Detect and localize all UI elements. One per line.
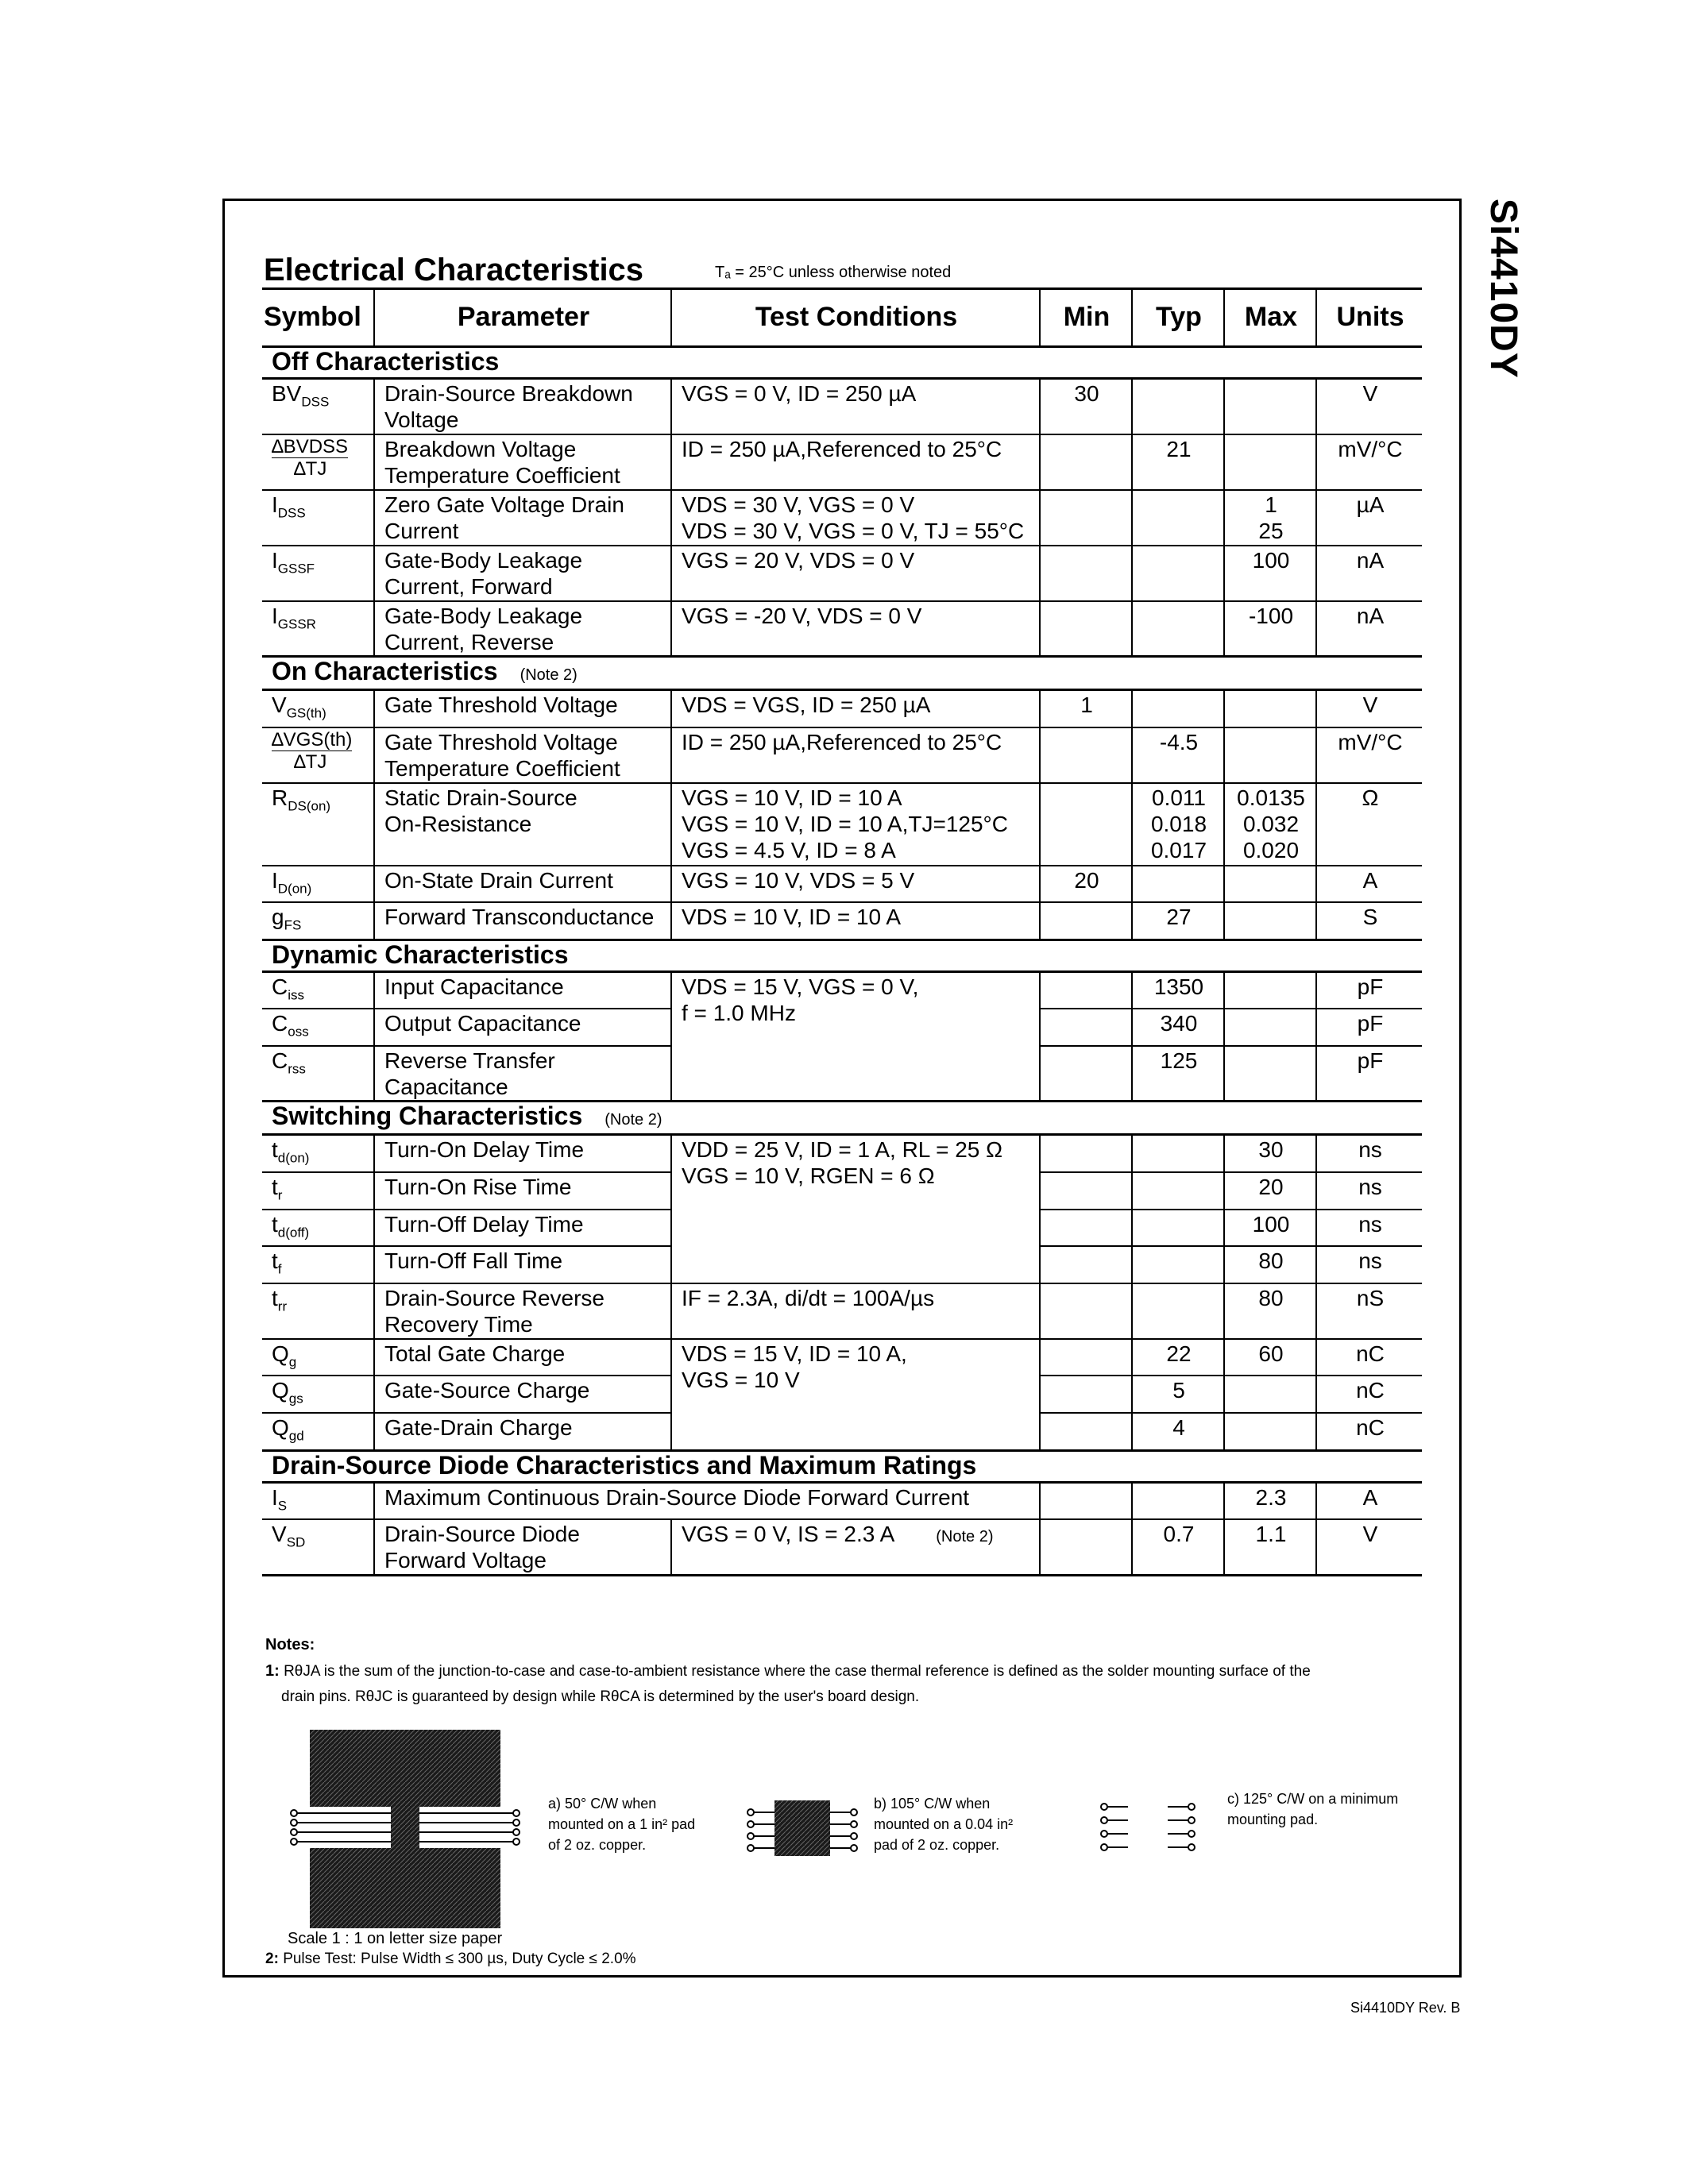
notes-block: Notes: 1: RθJA is the sum of the junction-to-case and case-to-ambient resistance where the case thermal reference is defined as the solder mounting surface of the drain pins. RθJC is guaranteed by design while RθCA is determined by the user's board design. <box>265 1636 1311 1705</box>
symbol-cell: ∆VGS(th) ∆TJ <box>262 727 374 783</box>
header-parameter: Parameter <box>374 287 671 347</box>
table-row: $C_{iss}$ Input Capacitance VDS = 15 V, VGS = 0 V, f = 1.0 MHz 1350 pF <box>262 971 1422 1009</box>
header-max: Max <box>1224 287 1316 347</box>
table-header-row <box>262 287 1422 347</box>
section-diode: Drain-Source Diode Characteristics and Maximum Ratings <box>262 1450 1422 1482</box>
pad-layout-minimum-figure <box>1096 1787 1199 1866</box>
table-row: ∆VGS(th) ∆TJ Gate Threshold Voltage Temperature Coefficient ID = 250 µA,Referenced to 25°C -4.5 mV/°C <box>262 727 1422 783</box>
pad-layout-1in2-figure <box>286 1730 524 1928</box>
table-row: $I_{D(on)}$ On-State Drain Current VGS = 10 V, VDS = 5 V 20 A <box>262 866 1422 903</box>
page-title: Electrical Characteristics <box>264 253 644 287</box>
table-row: $g_{FS}$ Forward Transconductance VDS = 10 V, ID = 10 A 27 S <box>262 902 1422 940</box>
figure-c-caption: c) 125° C/W on a minimum mounting pad. <box>1227 1791 1399 1827</box>
table-row: $t_{rr}$ Drain-Source Reverse Recovery Time IF = 2.3A, di/dt = 100A/µs 80 nS <box>262 1283 1422 1339</box>
symbol-cell: $C_{rss}$ <box>262 1046 374 1102</box>
header-units: Units <box>1316 287 1422 347</box>
symbol-cell: $t_f$ <box>262 1246 374 1283</box>
section-dynamic: Dynamic Characteristics <box>262 940 1422 971</box>
table-row: $t_r$ Turn-On Rise Time 20 ns <box>262 1172 1422 1210</box>
title-row <box>262 253 1422 290</box>
symbol-cell: $t_r$ <box>262 1172 374 1210</box>
section-switching: Switching Characteristics (Note 2) <box>262 1102 1422 1135</box>
symbol-cell: $Q_g$ <box>262 1339 374 1376</box>
table-row: $V_{GS(th)}$ Gate Threshold Voltage VDS = VGS, ID = 250 µA 1 V <box>262 690 1422 727</box>
table-row: ∆BVDSS ∆TJ Breakdown Voltage Temperature Coefficient ID = 250 µA,Referenced to 25°C 21 mV/°C <box>262 434 1422 490</box>
symbol-cell: $Q_{gs}$ <box>262 1376 374 1413</box>
symbol-cell: $I_{DSS}$ <box>262 490 374 546</box>
section-off: Off Characteristics <box>262 347 1422 379</box>
header-min: Min <box>1040 287 1132 347</box>
symbol-cell: $V_{GS(th)}$ <box>262 690 374 727</box>
table-row: $V_{SD}$ Drain-Source Diode Forward Voltage VGS = 0 V, IS = 2.3 A (Note 2) 0.7 1.1 V <box>262 1519 1422 1575</box>
figure-b-caption: b) 105° C/W when mounted on a 0.04 in² pad of 2 oz. copper. <box>874 1796 1014 1853</box>
symbol-cell: $I_{D(on)}$ <box>262 866 374 903</box>
symbol-cell: $t_{rr}$ <box>262 1283 374 1339</box>
title-condition: Tₐ = 25°C unless otherwise noted <box>715 264 952 281</box>
document-revision: Si4410DY Rev. B <box>1350 2000 1461 2016</box>
symbol-cell: $Q_{gd}$ <box>262 1413 374 1450</box>
table-row: $C_{oss}$ Output Capacitance 340 pF <box>262 1009 1422 1046</box>
table-row: $t_{d(off)}$ Turn-Off Delay Time 100 ns <box>262 1210 1422 1247</box>
electrical-characteristics-table <box>262 287 1422 1576</box>
symbol-cell: $t_{d(off)}$ <box>262 1210 374 1247</box>
table-row: $Q_{gd}$ Gate-Drain Charge 4 nC <box>262 1413 1422 1450</box>
symbol-cell: $I_{GSSF}$ <box>262 546 374 601</box>
symbol-cell: $C_{oss}$ <box>262 1009 374 1046</box>
note-2: 2: Pulse Test: Pulse Width ≤ 300 µs, Duty Cycle ≤ 2.0% <box>265 1951 636 1967</box>
symbol-cell: $t_{d(on)}$ <box>262 1135 374 1172</box>
symbol-cell: $R_{DS(on)}$ <box>262 783 374 866</box>
symbol-cell: ∆BVDSS ∆TJ <box>262 434 374 490</box>
symbol-cell: $I_S$ <box>262 1482 374 1519</box>
table-row: $BV_{DSS}$ Drain-Source Breakdown Voltage VGS = 0 V, ID = 250 µA 30 V <box>262 379 1422 434</box>
table-row: $I_{GSSR}$ Gate-Body Leakage Current, Reverse VGS = -20 V, VDS = 0 V -100 nA <box>262 601 1422 657</box>
header-symbol: Symbol <box>262 287 374 347</box>
scale-note: Scale 1 : 1 on letter size paper <box>288 1930 503 1947</box>
table-row: $Q_g$ Total Gate Charge VDS = 15 V, ID = 10 A, VGS = 10 V 22 60 nC <box>262 1339 1422 1376</box>
symbol-cell: $V_{SD}$ <box>262 1519 374 1575</box>
symbol-cell: $C_{iss}$ <box>262 971 374 1009</box>
header-conditions: Test Conditions <box>671 287 1040 347</box>
symbol-cell: $BV_{DSS}$ <box>262 379 374 434</box>
symbol-cell: $g_{FS}$ <box>262 902 374 940</box>
section-on: On Characteristics (Note 2) <box>262 657 1422 690</box>
table-row: $t_f$ Turn-Off Fall Time 80 ns <box>262 1246 1422 1283</box>
table-row: $Q_{gs}$ Gate-Source Charge 5 nC <box>262 1376 1422 1413</box>
side-part-number: Si4410DY <box>1482 199 1524 379</box>
pad-layout-004in2-figure <box>743 1788 862 1868</box>
header-typ: Typ <box>1132 287 1224 347</box>
figure-a-caption: a) 50° C/W when mounted on a 1 in² pad of 2 oz. copper. <box>548 1796 696 1853</box>
table-row: $R_{DS(on)}$ Static Drain-Source On-Resistance VGS = 10 V, ID = 10 A VGS = 10 V, ID = 10 A,TJ=125°C VGS = 4.5 V, ID = 8 A 0.011 0.018 0.017 0.0135 0.032 0.020 Ω <box>262 783 1422 866</box>
table-row: $I_{GSSF}$ Gate-Body Leakage Current, Forward VGS = 20 V, VDS = 0 V 100 nA <box>262 546 1422 601</box>
table-row: $I_S$ Maximum Continuous Drain-Source Diode Forward Current 2.3 A <box>262 1482 1422 1519</box>
table-row: $I_{DSS}$ Zero Gate Voltage Drain Current VDS = 30 V, VGS = 0 V VDS = 30 V, VGS = 0 V, TJ = 55°C 1 25 µA <box>262 490 1422 546</box>
table-row: $t_{d(on)}$ Turn-On Delay Time VDD = 25 V, ID = 1 A, RL = 25 Ω VGS = 10 V, RGEN = 6 Ω 30 ns <box>262 1135 1422 1172</box>
symbol-cell: $I_{GSSR}$ <box>262 601 374 657</box>
table-row: $C_{rss}$ Reverse Transfer Capacitance 125 pF <box>262 1046 1422 1102</box>
